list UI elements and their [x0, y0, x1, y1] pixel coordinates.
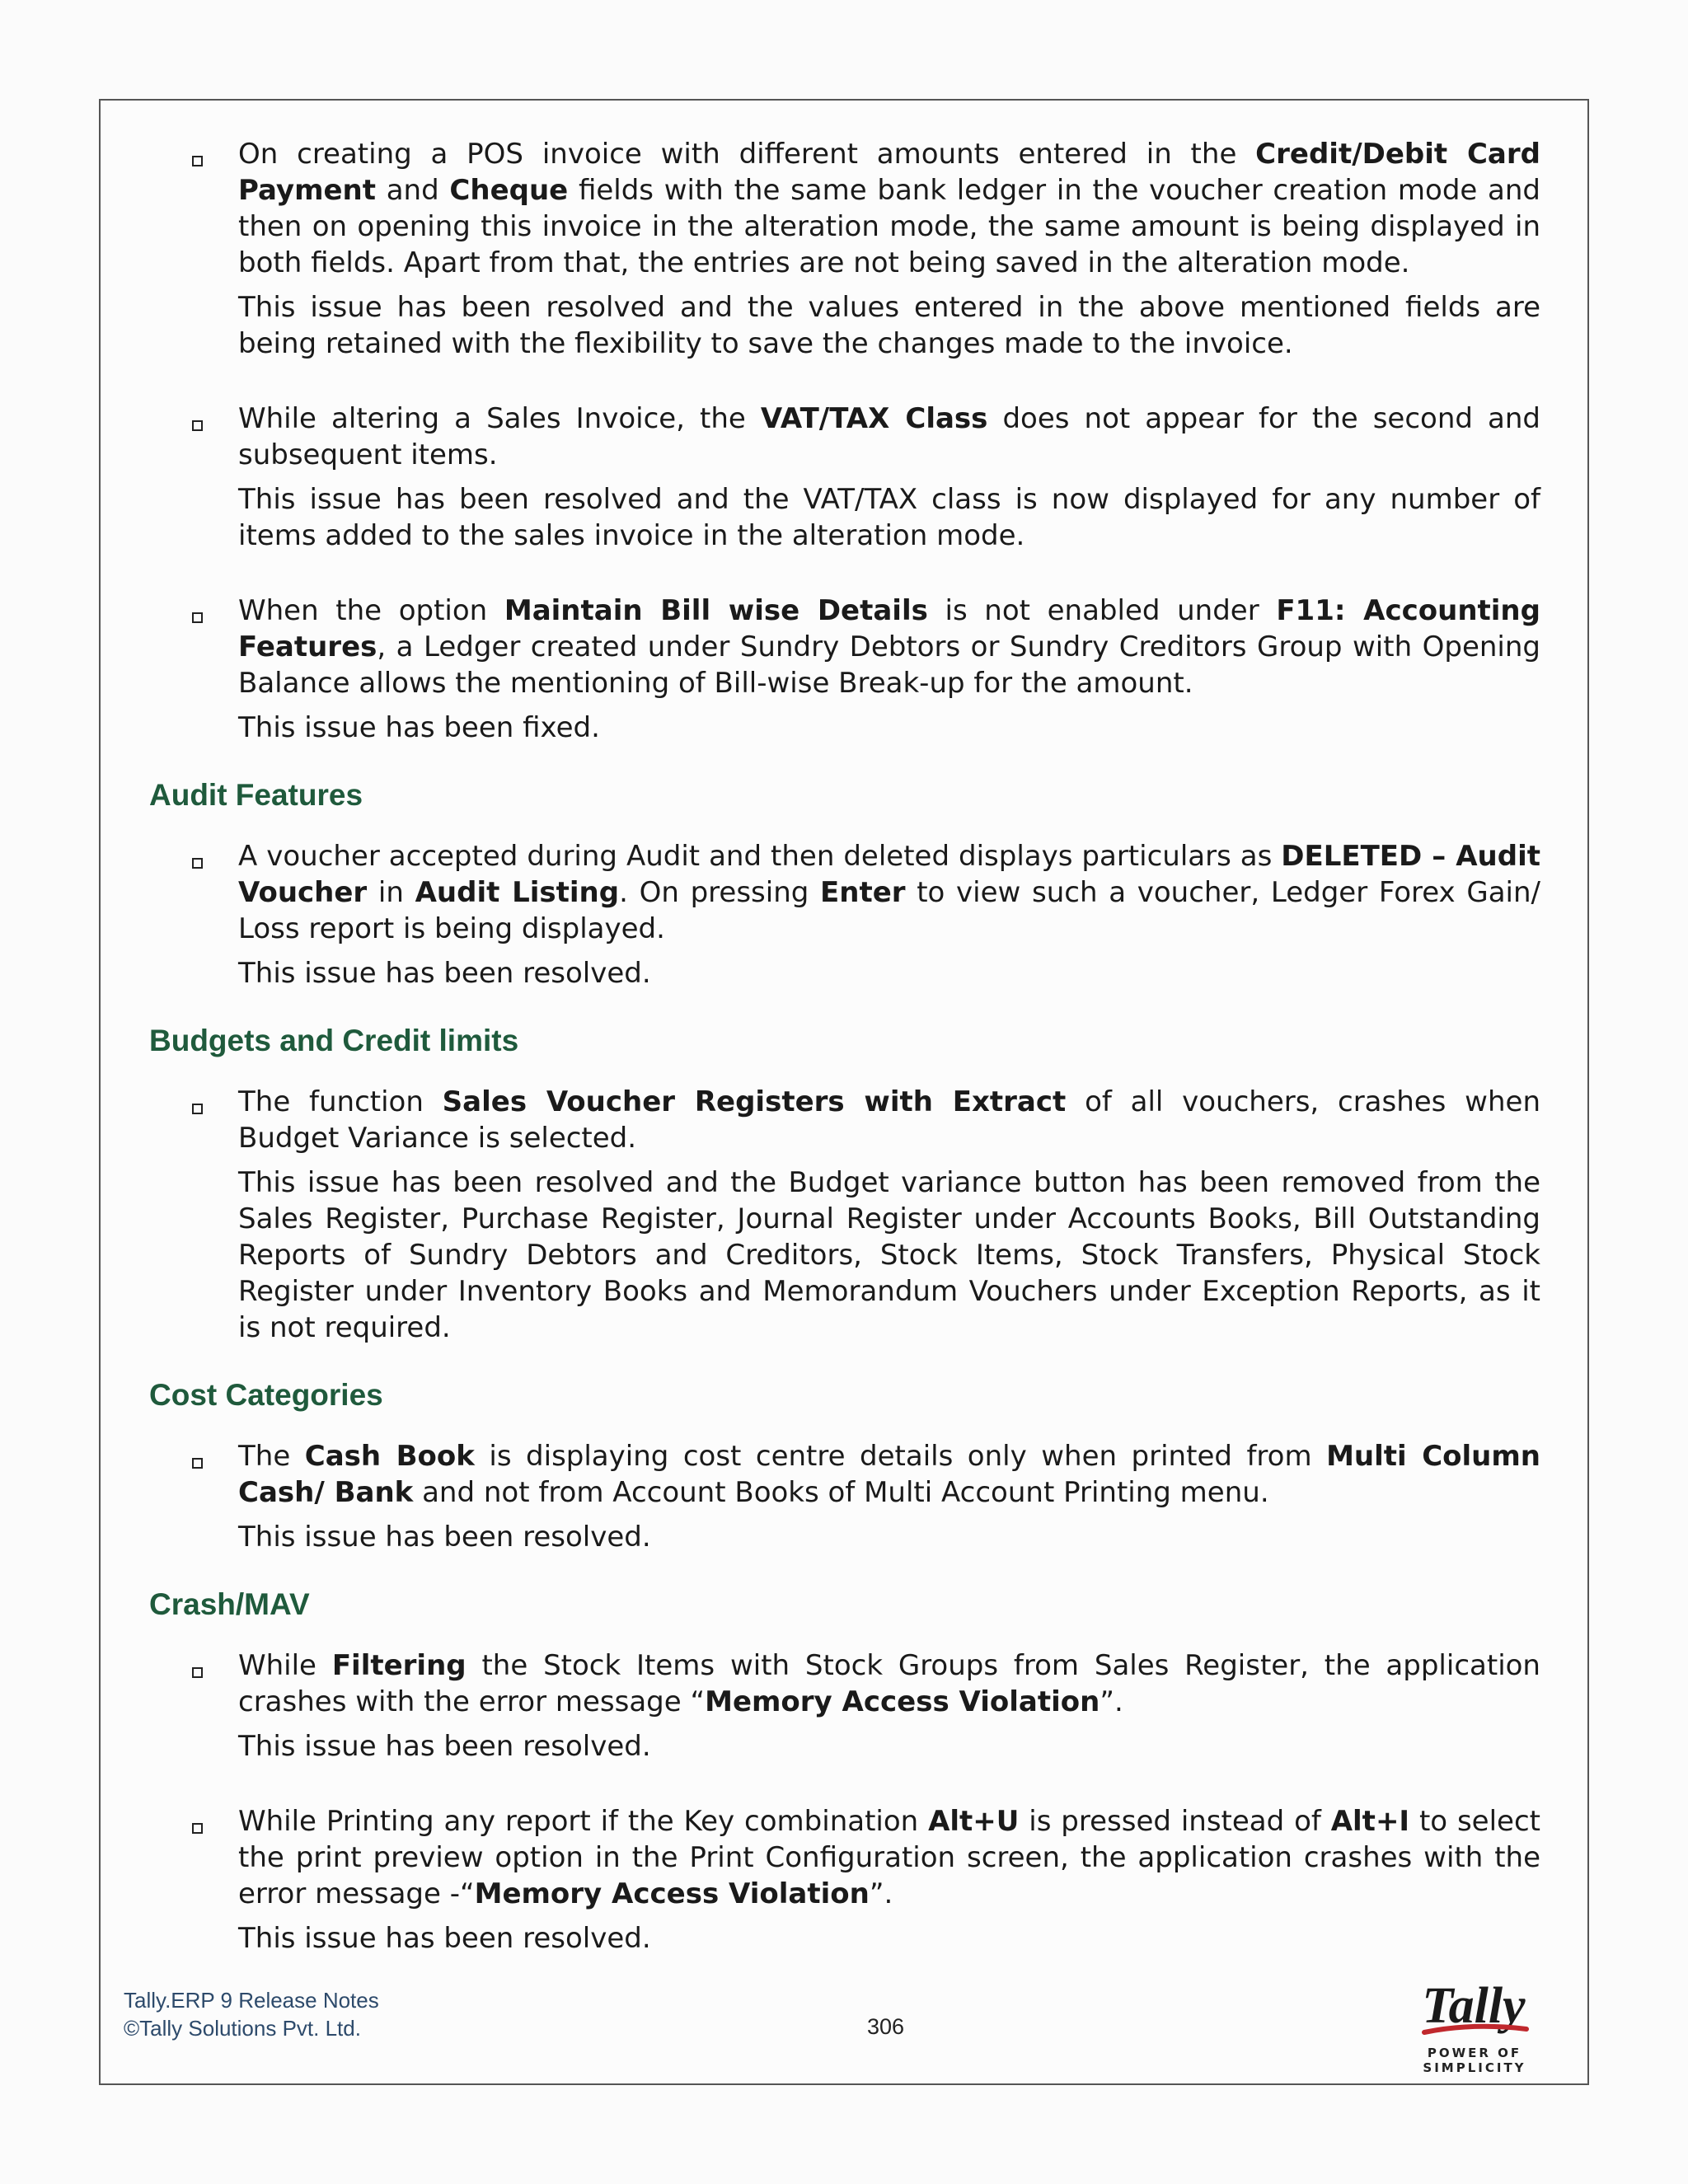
resolution-text: This issue has been resolved.: [238, 1730, 651, 1763]
list-item: [149, 1647, 1540, 1765]
issue-text: While Printing any report if the Key combination Alt+U is pressed instead of Alt+I to select the print preview option in the Print Configuration screen, the application crashes with the error message -“Memory Access Violation”.: [238, 1805, 1540, 1910]
footer-product: Tally.ERP 9 Release Notes: [124, 1988, 379, 2013]
section-heading-budgets: Budgets and Credit limits: [149, 1024, 519, 1057]
section-heading-crash-mav: Crash/MAV: [149, 1587, 310, 1621]
section-heading-audit-features: Audit Features: [149, 778, 363, 812]
resolution-text: This issue has been resolved and the values entered in the above mentioned fields are being retained with the flexibility to save the changes made to the invoice.: [238, 291, 1540, 360]
list-item: [149, 1084, 1540, 1346]
logo-wordmark: Tally: [1422, 1978, 1526, 2034]
resolution-text: This issue has been resolved.: [238, 957, 651, 990]
square-bullet-icon: [192, 1667, 203, 1678]
logo-tagline: POWER OF SIMPLICITY: [1423, 2046, 1526, 2075]
square-bullet-icon: [192, 612, 203, 623]
square-bullet-icon: [192, 420, 203, 431]
issue-text: The Cash Book is displaying cost centre details only when printed from Multi Column Cash/ Bank and not from Account Books of Multi Account Printing menu.: [238, 1440, 1541, 1509]
square-bullet-icon: [192, 156, 203, 166]
square-bullet-icon: [192, 1104, 203, 1114]
list-item: [149, 1438, 1540, 1555]
page-number: 306: [867, 2014, 905, 2039]
issue-text: When the option Maintain Bill wise Details is not enabled under F11: Accounting Features, a Ledger created under Sundry Debtors or Sundry Creditors Group with Opening Balance allows the mentioning of Bill-wise Break-up for the amount.: [238, 594, 1540, 700]
issue-text: A voucher accepted during Audit and then deleted displays particulars as DELETED – Audit Voucher in Audit Listing. On pressing Enter to view such a voucher, Ledger Forex Gain/ Loss report is being displayed.: [238, 840, 1540, 945]
list-item: [149, 136, 1540, 362]
tally-logo: [1381, 1975, 1568, 2075]
resolution-text: This issue has been resolved and the VAT/TAX class is now displayed for any number of items added to the sales invoice in the alteration mode.: [238, 483, 1540, 552]
list-item: [149, 1803, 1540, 1957]
resolution-text: This issue has been resolved and the Budget variance button has been removed from the Sales Register, Purchase Register, Journal Register under Accounts Books, Bill Outstanding Reports of Sundry Debtors and Creditors, Stock Items, Stock Transfers, Physical Stock Register under Inventory Books and Memorandum Vouchers under Exception Reports, as it is not required.: [238, 1166, 1540, 1344]
issue-text: The function Sales Voucher Registers with Extract of all vouchers, crashes when Budget Variance is selected.: [238, 1085, 1540, 1155]
page-content: [149, 136, 1540, 1995]
list-item: [149, 593, 1540, 746]
footer-info: [124, 1986, 379, 2042]
square-bullet-icon: [192, 1823, 203, 1834]
issue-text: While Filtering the Stock Items with Stock Groups from Sales Register, the application crashes with the error message “Memory Access Violation”.: [238, 1649, 1540, 1718]
section-heading-cost-categories: Cost Categories: [149, 1378, 383, 1412]
footer-copyright: ©Tally Solutions Pvt. Ltd.: [124, 2016, 361, 2041]
square-bullet-icon: [192, 1458, 203, 1469]
issue-text: On creating a POS invoice with different amounts entered in the Credit/Debit Card Payment and Cheque fields with the same bank ledger in the voucher creation mode and then on opening this invoice in the alteration mode, the same amount is being displayed in both fields. Apart from that, the entries are not being saved in the alteration mode.: [238, 138, 1540, 279]
issue-text: While altering a Sales Invoice, the VAT/TAX Class does not appear for the second and subsequent items.: [238, 402, 1540, 471]
resolution-text: This issue has been resolved.: [238, 1521, 651, 1554]
resolution-text: This issue has been resolved.: [238, 1922, 651, 1955]
resolution-text: This issue has been fixed.: [238, 711, 600, 744]
tally-logo-icon: [1381, 1975, 1568, 2044]
list-item: [149, 838, 1540, 991]
list-item: [149, 401, 1540, 554]
square-bullet-icon: [192, 858, 203, 869]
